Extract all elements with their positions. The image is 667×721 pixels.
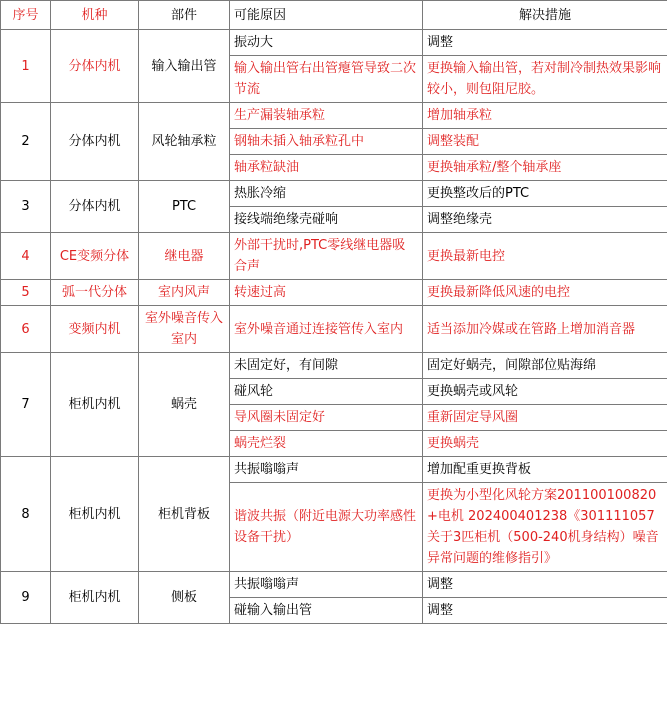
cause-cell: 输入输出管右出管瘪管导致二次节流 [230, 56, 423, 103]
cause-cell: 未固定好，有间隙 [230, 353, 423, 379]
part-cell: 蜗壳 [139, 353, 230, 457]
part-cell: 风轮轴承粒 [139, 103, 230, 181]
cause-cell: 碰风轮 [230, 379, 423, 405]
seq-cell: 5 [1, 280, 51, 306]
table-row [1, 233, 667, 280]
table-row [1, 353, 667, 379]
solution-cell: 更换蜗壳 [423, 431, 667, 457]
solution-cell: 更换输入输出管，若对制冷制热效果影响较小，则包阻尼胶。 [423, 56, 667, 103]
cause-cell: 转速过高 [230, 280, 423, 306]
cause-cell: 接线端绝缘壳碰响 [230, 207, 423, 233]
solution-cell: 更换最新电控 [423, 233, 667, 280]
model-cell: CE变频分体 [51, 233, 139, 280]
model-cell: 变频内机 [51, 306, 139, 353]
table-row [1, 280, 667, 306]
seq-cell: 4 [1, 233, 51, 280]
model-cell: 柜机内机 [51, 353, 139, 457]
solution-cell: 固定好蜗壳，间隙部位贴海绵 [423, 353, 667, 379]
solution-cell: 增加配重更换背板 [423, 457, 667, 483]
solution-cell: 更换整改后的PTC [423, 181, 667, 207]
cause-cell: 振动大 [230, 30, 423, 56]
part-cell: 室内风声 [139, 280, 230, 306]
table-row [1, 306, 667, 353]
cause-cell: 生产漏装轴承粒 [230, 103, 423, 129]
solution-cell: 更换最新降低风速的电控 [423, 280, 667, 306]
model-cell: 柜机内机 [51, 457, 139, 572]
seq-cell: 6 [1, 306, 51, 353]
table-row [1, 572, 667, 598]
cause-cell: 共振嗡嗡声 [230, 457, 423, 483]
solution-cell: 重新固定导风圈 [423, 405, 667, 431]
solution-cell: 适当添加冷媒或在管路上增加消音器 [423, 306, 667, 353]
solution-cell: 增加轴承粒 [423, 103, 667, 129]
solution-cell: 更换为小型化风轮方案201100100820+电机 202400401238《301111057关于3匹柜机（500-240机身结构）噪音异常问题的维修指引》 [423, 483, 667, 572]
seq-cell: 8 [1, 457, 51, 572]
seq-cell: 9 [1, 572, 51, 624]
cause-cell: 轴承粒缺油 [230, 155, 423, 181]
table-row [1, 30, 667, 56]
solution-cell: 调整 [423, 572, 667, 598]
part-cell: 柜机背板 [139, 457, 230, 572]
solution-cell: 调整装配 [423, 129, 667, 155]
header-seq: 序号 [1, 1, 51, 30]
header-model: 机种 [51, 1, 139, 30]
cause-cell: 导风圈未固定好 [230, 405, 423, 431]
seq-cell: 3 [1, 181, 51, 233]
solution-cell: 调整 [423, 598, 667, 624]
seq-cell: 7 [1, 353, 51, 457]
header-part: 部件 [139, 1, 230, 30]
header-row [1, 1, 667, 30]
model-cell: 分体内机 [51, 30, 139, 103]
part-cell: 侧板 [139, 572, 230, 624]
seq-cell: 2 [1, 103, 51, 181]
part-cell: PTC [139, 181, 230, 233]
table-row [1, 103, 667, 129]
table-row [1, 457, 667, 483]
solution-cell: 更换蜗壳或风轮 [423, 379, 667, 405]
cause-cell: 共振嗡嗡声 [230, 572, 423, 598]
table-row [1, 181, 667, 207]
cause-cell: 热胀冷缩 [230, 181, 423, 207]
cause-cell: 钢轴未插入轴承粒孔中 [230, 129, 423, 155]
model-cell: 柜机内机 [51, 572, 139, 624]
solution-cell: 调整绝缘壳 [423, 207, 667, 233]
part-cell: 室外噪音传入室内 [139, 306, 230, 353]
header-cause: 可能原因 [230, 1, 423, 30]
model-cell: 分体内机 [51, 103, 139, 181]
model-cell: 弧一代分体 [51, 280, 139, 306]
cause-cell: 外部干扰时,PTC零线继电器吸合声 [230, 233, 423, 280]
part-cell: 继电器 [139, 233, 230, 280]
solution-cell: 更换轴承粒/整个轴承座 [423, 155, 667, 181]
cause-cell: 碰输入输出管 [230, 598, 423, 624]
cause-cell: 室外噪音通过连接管传入室内 [230, 306, 423, 353]
cause-cell: 蜗壳烂裂 [230, 431, 423, 457]
cause-cell: 谐波共振（附近电源大功率感性设备干扰） [230, 483, 423, 572]
part-cell: 输入输出管 [139, 30, 230, 103]
solution-cell: 调整 [423, 30, 667, 56]
model-cell: 分体内机 [51, 181, 139, 233]
seq-cell: 1 [1, 30, 51, 103]
header-solution: 解决措施 [423, 1, 667, 30]
